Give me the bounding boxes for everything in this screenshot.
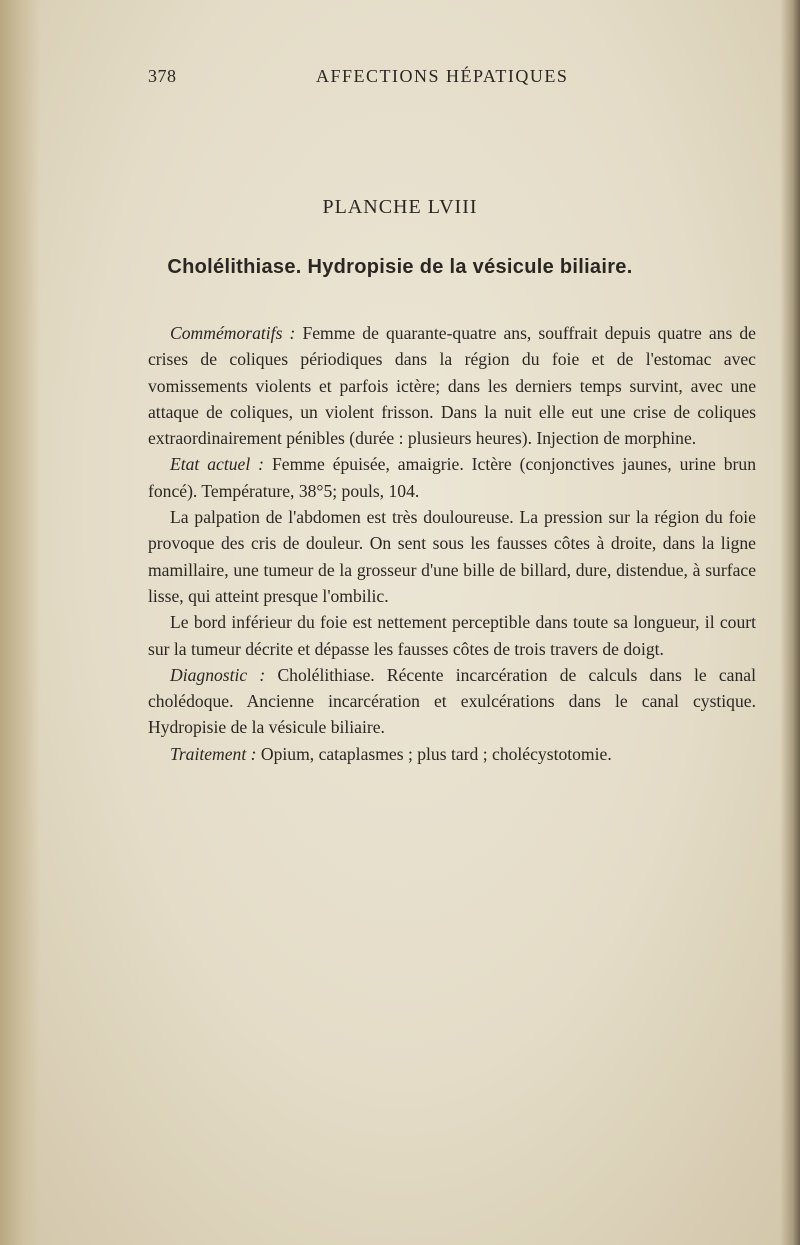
plate-title: PLANCHE LVIII (322, 196, 478, 218)
paragraph-traitement (148, 741, 756, 767)
paragraph-text: La palpation de l'abdomen est très douloureuse. La pression sur la région du foie provoque des cris de douleur. On sent sous les fausses côtes à droite, dans la ligne mamillaire, une tumeur de la grosseur d'une bille de billard, dure, distendue, à surface lisse, qui atteint presque l'ombilic. (148, 507, 756, 606)
page-edge-shadow-left (0, 0, 40, 1245)
page-edge-shadow-right (780, 0, 800, 1245)
section-label-diagnostic: Diagnostic : (170, 664, 266, 685)
section-label-etat-actuel: Etat actuel : (170, 454, 265, 475)
paragraph-text: Femme épuisée, amaigrie. Ictère (conjonctives jaunes, urine brun foncé). Température, 38°5; pouls, 104. (148, 454, 756, 501)
paragraph-palpation (148, 504, 756, 609)
paragraph-etat-actuel (148, 451, 756, 504)
article-title: Cholélithiase. Hydropisie de la vésicule biliaire. (167, 256, 633, 278)
running-head: AFFECTIONS HÉPATIQUES (316, 66, 569, 86)
page-number: 378 (148, 66, 177, 86)
paragraph-commemoratifs (148, 320, 756, 451)
paragraph-text: Opium, cataplasmes ; plus tard ; cholécystotomie. (256, 743, 612, 764)
body-text (148, 320, 756, 767)
paragraph-diagnostic (148, 662, 756, 741)
section-label-traitement: Traitement : (170, 743, 257, 764)
page-header (148, 66, 768, 90)
paragraph-bord-inferieur (148, 609, 756, 662)
section-label-commemoratifs: Commémoratifs : (170, 323, 296, 343)
paragraph-text: Le bord inférieur du foie est nettement perceptible dans toute sa longueur, il court sur la tumeur décrite et dépasse les fausses côtes de trois travers de doigt. (148, 612, 756, 659)
paragraph-text: Femme de quarante-quatre ans, souffrait depuis quatre ans de crises de coliques périodiques dans la région du foie et de l'estomac avec vomissements violents et parfois ictère; dans les derniers temps survint, avec une attaque de coliques, un violent frisson. Dans la nuit elle eut une crise de coliques extraordinairement pénibles (durée : plusieurs heures). Injection de morphine. (148, 323, 756, 449)
paragraph-text: Cholélithiase. Récente incarcération de calculs dans le canal cholédoque. Ancienne incarcération et exulcérations dans le canal cystique. Hydropisie de la vésicule biliaire. (148, 664, 756, 738)
